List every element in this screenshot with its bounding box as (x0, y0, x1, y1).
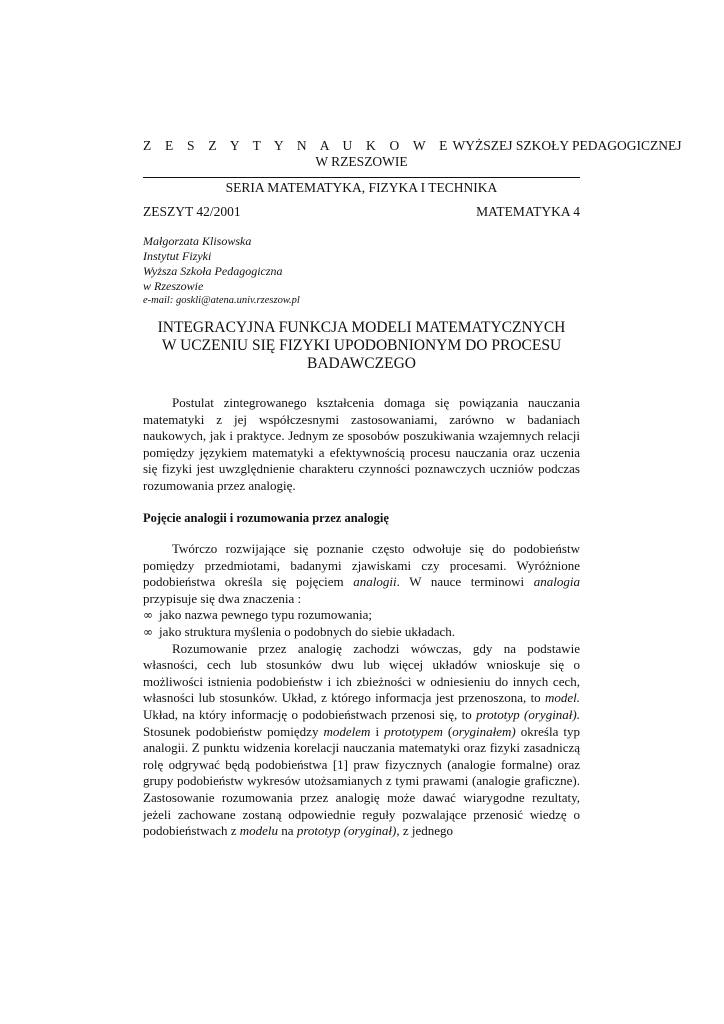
title-line-2: W UCZENIU SIĘ FIZYKI UPODOBNIONYM DO PROCESU (161, 337, 562, 354)
term-prototyp: prototyp (oryginał). (476, 706, 581, 722)
text-run: określa typ analogii. Z punktu widzenia korelacji nauczania matematyki oraz fizyki zasadniczą rolę odgrywać będą podobieństwa [1] praw fizycznych (analogie formalne) oraz grupy podobieństw wykresów utożsamianych z tymi prawami (analogie graficzne). Zastosowanie rozumowania przez analogię może dawać wiarygodne rezultaty, jeżeli zachowane zostaną odpowiednie reguły pozwalające przenosić wiedzę o podobieństwach z (143, 723, 580, 839)
journal-name-part1: Z E S Z Y T Y N A U K O W E (143, 138, 453, 153)
header-rule (143, 177, 580, 178)
author-name: Małgorzata Klisowska (143, 234, 252, 248)
paper-title (143, 319, 580, 373)
journal-name-line (143, 138, 682, 154)
term-analogia: analogia (533, 574, 580, 590)
term-modelu: modelu (239, 823, 279, 839)
title-line-3: BADAWCZEGO (307, 355, 416, 372)
text-run: Układ, na który informację o podobieństwach przenosi się, to (143, 706, 477, 722)
infinity-bullet-icon: ∞ (143, 624, 153, 639)
term-prototyp-oryginal: prototyp (oryginał), (296, 823, 400, 839)
section-name: MATEMATYKA 4 (476, 204, 580, 219)
list-item-text: jako struktura myślenia o podobnych do siebie układach. (159, 623, 456, 639)
section-body (143, 541, 580, 840)
term-model: model. (544, 690, 580, 706)
text-run: na (278, 823, 297, 839)
list-item (143, 624, 580, 641)
section-heading: Pojęcie analogii i rozumowania przez analogię (143, 511, 389, 525)
list-item-text: jako nazwa pewnego typu rozumowania; (159, 607, 372, 623)
series-title: SERIA MATEMATYKA, FIZYKA I TECHNIKA (225, 180, 498, 195)
author-email: e-mail: goskli@atena.univ.rzeszow.pl (143, 295, 300, 306)
meanings-list (143, 607, 580, 640)
author-institute: Instytut Fizyki (143, 249, 212, 263)
infinity-bullet-icon: ∞ (143, 608, 153, 623)
paragraph-analogy-definition (143, 541, 580, 607)
journal-city: W RZESZOWIE (315, 154, 408, 169)
issue-row (143, 204, 580, 220)
text-run: i (370, 723, 385, 739)
text-run: z jednego (399, 823, 454, 839)
intro-paragraph: Postulat zintegrowanego kształcenia domaga się powiązania nauczania matematyki z jej współczesnymi zastosowaniami, zarówno w badaniach naukowych, jak i praktyce. Jednym ze sposobów poszukiwania wzajemnych relacji pomiędzy językiem matematyki a efektywnością procesu nauczania oraz uczenia się fizyki jest uwzględnienie charakteru czynności poznawczych uczniów podczas rozumowania przez analogię. (143, 395, 580, 493)
author-school: Wyższa Szkoła Pedagogiczna (143, 264, 283, 278)
list-item (143, 607, 580, 624)
term-oryginalem: oryginałem) (452, 723, 516, 739)
text-run: Stosunek podobieństw pomiędzy (143, 723, 324, 739)
author-city: w Rzeszowie (143, 279, 204, 293)
text-run: Twórczo rozwijające się poznanie często odwołuje się do podobieństw pomiędzy przedmiotami, badanymi zjawiskami czy procesami. Wyróżnione podobieństwa określa się pojęciem (143, 541, 580, 590)
text-run: . W nauce terminowi (396, 574, 534, 590)
issue-number: ZESZYT 42/2001 (143, 204, 241, 219)
text-run: ( (442, 723, 453, 739)
term-prototypem: prototypem (384, 723, 443, 739)
term-analogii: analogii (353, 574, 397, 590)
text-run: Rozumowanie przez analogię zachodzi wówczas, gdy na podstawie własności, cech lub stosunków dwu lub więcej układów wnioskuje się o możliwości istnienia podobieństw i ich zbieżności w odniesieniu do innych cech, własności lub stosunków. Układ, z którego informacja jest przenoszona, to (143, 640, 580, 706)
term-modelem: modelem (323, 723, 371, 739)
journal-name-part2: WYŻSZEJ SZKOŁY PEDAGOGICZNEJ (452, 138, 682, 153)
paragraph-reasoning (143, 641, 580, 840)
text-run: przypisuje się dwa znaczenia : (143, 590, 302, 606)
author-block (143, 234, 580, 308)
title-line-1: INTEGRACYJNA FUNKCJA MODELI MATEMATYCZNYCH (157, 319, 566, 336)
intro-section (143, 395, 580, 495)
